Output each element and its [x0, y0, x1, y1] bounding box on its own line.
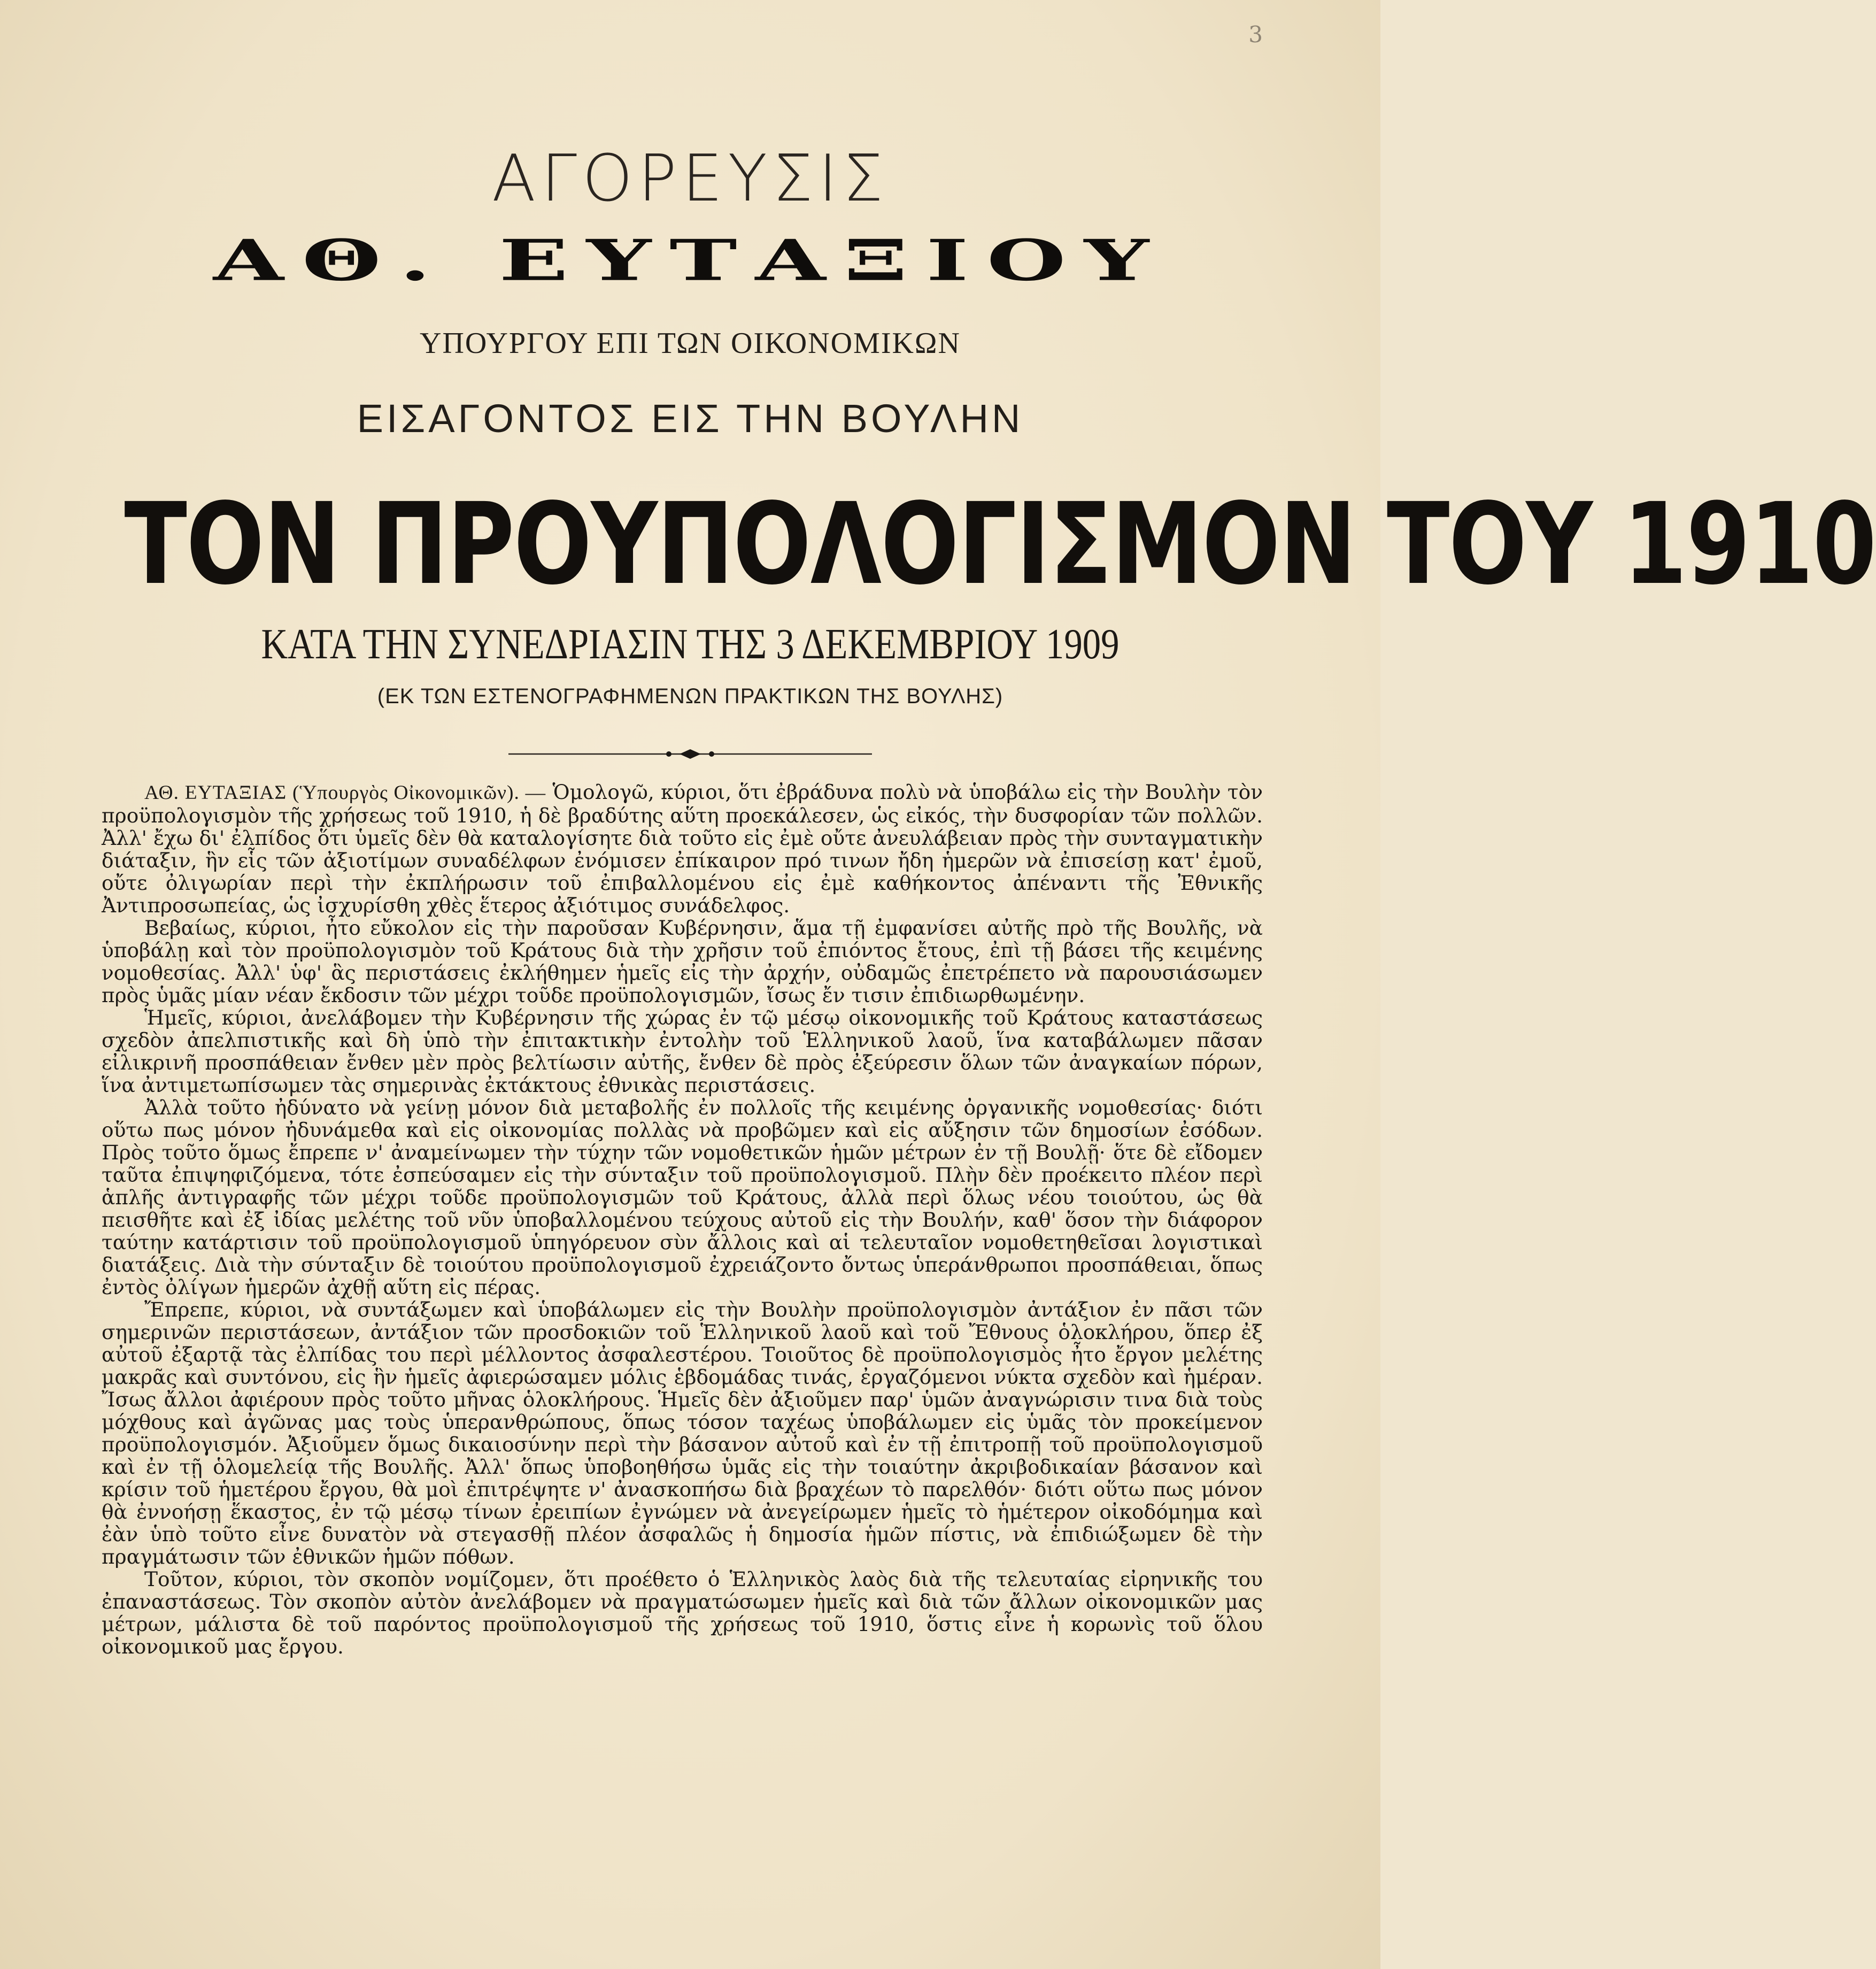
speech-paragraph: Ἔπρεπε, κύριοι, νὰ συντάξωμεν καὶ ὑποβάλωμεν εἰς τὴν Βουλὴν προϋπολογισμὸν ἀντάξιον ἐν πᾶσι τῶν σημερινῶν περιστάσεων, ἀντάξιον τῶν προσδοκιῶν τοῦ Ἑλληνικοῦ λαοῦ καὶ τοῦ Ἔθνους ὁλοκλήρου, ὅπερ ἐξ αὐτοῦ ἐξαρτᾷ τὰς ἐλπίδας του περὶ μέλλοντος ἀσφαλεστέρου. Τοιοῦτος δὲ προϋπολογισμὸς ἦτο ἔργον μελέτης μακρᾶς καὶ συντόνου, εἰς ἣν ἡμεῖς ἀφιερώσαμεν μόλις ἑβδομάδας τινάς, ἐργαζόμενοι νύκτα σχεδὸν καὶ ἡμέραν. Ἴσως ἄλλοι ἀφιέρουν πρὸς τοῦτο μῆνας ὁλοκλήρους. Ἡμεῖς δὲν ἀξιοῦμεν παρ' ὑμῶν ἀναγνώρισιν τινα διὰ τοὺς μόχθους καὶ ἀγῶνας μας τοὺς ὑπερανθρώπους, ὅπως τόσον ταχέως ὑποβάλωμεν εἰς ὑμᾶς τὸν προκείμενον προϋπολογισμόν. Ἀξιοῦμεν ὅμως δικαιοσύνην περὶ τὴν βάσανον αὐτοῦ καὶ ἐν τῇ ἐπιτροπῇ τοῦ προϋπολογισμοῦ καὶ ἐν τῇ ὁλομελείᾳ τῆς Βουλῆς. Ἀλλ' ὅπως ὑποβοηθήσω ὑμᾶς εἰς τὴν τοιαύτην ἀκριβοδικαίαν βάσανον καὶ κρίσιν τοῦ ἡμετέρου ἔργου, θὰ μοὶ ἐπιτρέψητε ν' ἀνασκοπήσω διὰ βραχέων τὸ παρελθόν· διότι οὕτω πως μόνον θὰ ἐννοήσῃ ἕκαστος, ἐν τῷ μέσῳ τίνων ἐρειπίων ἐγνώμεν νὰ ἀνεγείρωμεν ἡμεῖς τὸ ἡμέτερον οἰκοδόμημα καὶ ἐὰν ὑπὸ τοῦτο εἶνε δυνατὸν νὰ στεγασθῇ πλέον ἀσφαλῶς ἡ δημοσία ἡμῶν πίστις, νὰ ἐπιδιώξωμεν δὲ τὴν πραγμάτωσιν τῶν ἐθνικῶν ἡμῶν πόθων.	[102, 1298, 1263, 1568]
session-date-heading: ΚΑΤΑ ΤΗΝ ΣΥΝΕΔΡΙΑΣΙΝ ΤΗΣ 3 ΔΕΚΕΜΒΡΙΟΥ 1909	[261, 621, 1120, 668]
speech-paragraph: Τοῦτον, κύριοι, τὸν σκοπὸν νομίζομεν, ὅτι προέθετο ὁ Ἑλληνικὸς λαὸς διὰ τῆς τελευταίας εἰρηνικῆς του ἐπαναστάσεως. Τὸν σκοπὸν αὐτὸν ἀνελάβομεν νὰ πραγματώσωμεν ἡμεῖς καὶ διὰ τῶν ἄλλων οἰκονομικῶν μας μέτρων, μάλιστα δὲ τοῦ παρόντος προϋπολογισμοῦ τῆς χρήσεως τοῦ 1910, ὅστις εἶνε ἡ κορωνὶς τοῦ ὅλου οἰκονομικοῦ μας ἔργου.	[102, 1567, 1263, 1658]
budget-heading: ΤΟΝ ΠΡΟΥΠΟΛΟΓΙΣΜΟΝ ΤΟΥ 1910	[124, 479, 1876, 610]
speech-paragraph: Ἀλλὰ τοῦτο ἠδύνατο νὰ γείνῃ μόνον διὰ μεταβολῆς ἐν πολλοῖς τῆς κειμένης ὀργανικῆς νομοθεσίας· διότι οὕτω πως μόνον ἠδυνάμεθα καὶ εἰς οἰκονομίας πολλὰς νὰ προβῶμεν καὶ εἰς αὔξησιν τῶν δημοσίων ἐσόδων. Πρὸς τοῦτο ὅμως ἔπρεπε ν' ἀναμείνωμεν τὴν τύχην τῶν νομοθετικῶν ἡμῶν μέτρων ἐν τῇ Βουλῇ· ὅτε δὲ εἴδομεν ταῦτα ἐπιψηφιζόμενα, τότε ἐσπεύσαμεν εἰς τὴν σύνταξιν τοῦ προϋπολογισμοῦ. Πλὴν δὲν προέκειτο πλέον περὶ ἁπλῆς ἀντιγραφῆς τῶν μέχρι τοῦδε προϋπολογισμῶν τοῦ Κράτους, ἀλλὰ περὶ ὅλως νέου τοιούτου, ὡς θὰ πεισθῆτε καὶ ἐξ ἰδίας μελέτης τοῦ νῦν ὑποβαλλομένου τεύχους αὐτοῦ εἰς τὴν Βουλήν, καθ' ὅσον τὴν διάφορον ταύτην κατάρτισιν τοῦ προϋπολογισμοῦ ὑπηγόρευον σὺν ἄλλοις καὶ αἱ τελευταῖον νομοθετηθεῖσαι λογιστικαὶ διατάξεις. Διὰ τὴν σύνταξιν δὲ τοιούτου προϋπολογισμοῦ ἐχρειάζοντο ὄντως ὑπεράνθρωποι προσπάθειαι, ὅπως ἐντὸς ὀλίγων ἡμερῶν ἀχθῇ αὕτη εἰς πέρας.	[102, 1096, 1263, 1299]
page-number: 3	[1248, 21, 1263, 48]
speech-body	[102, 781, 1263, 1658]
speaker-label: ΑΘ. ΕΥΤΑΞΙΑΣ (Ὑπουργὸς Οἰκονομικῶν). —	[144, 782, 546, 804]
ornament-divider-icon	[503, 746, 877, 762]
source-note: (ΕΚ ΤΩΝ ΕΣΤΕΝΟΓΡΑΦΗΜΕΝΩΝ ΠΡΑΚΤΙΚΩΝ ΤΗΣ ΒΟΥΛΗΣ)	[377, 684, 1003, 708]
speech-paragraph: Ἡμεῖς, κύριοι, ἀνελάβομεν τὴν Κυβέρνησιν τῆς χώρας ἐν τῷ μέσῳ οἰκονομικῆς τοῦ Κράτους καταστάσεως σχεδὸν ἀπελπιστικῆς καὶ δὴ ὑπὸ τὴν ἐπιτακτικὴν ἐντολὴν τοῦ Ἑλληνικοῦ λαοῦ, ἵνα καταβάλωμεν πᾶσαν εἰλικρινῆ προσπάθειαν ἔνθεν μὲν πρὸς βελτίωσιν αὐτῆς, ἔνθεν δὲ πρὸς ἐξεύρεσιν ὅλων τῶν ἀναγκαίων πόρων, ἵνα ἀντιμετωπίσωμεν τὰς σημερινὰς ἐκτάκτους ἐθνικὰς περιστάσεις.	[102, 1006, 1263, 1097]
document-title: ΑΓΟΡΕΥΣΙΣ	[492, 142, 889, 216]
speech-paragraph: Βεβαίως, κύριοι, ἦτο εὔκολον εἰς τὴν παροῦσαν Κυβέρνησιν, ἅμα τῇ ἐμφανίσει αὐτῆς πρὸ τῆς Βουλῆς, νὰ ὑποβάλῃ καὶ τὸν προϋπολογισμὸν τοῦ Κράτους διὰ τὴν χρῆσιν τοῦ ἐπιόντος ἔτους, ἐπὶ τῇ βάσει τῆς κειμένης νομοθεσίας. Ἀλλ' ὑφ' ἃς περιστάσεις ἐκλήθημεν ἡμεῖς εἰς τὴν ἀρχήν, οὐδαμῶς ἐπετρέπετο νὰ παρουσιάσωμεν πρὸς ὑμᾶς μίαν νέαν ἔκδοσιν τῶν μέχρι τοῦδε προϋπολογισμῶν, ἴσως ἔν τισιν ἐπιδιωρθωμένην.	[102, 916, 1263, 1007]
speaker-name-heading: ΑΘ. ΕΥΤΑΞΙΟΥ	[213, 227, 1168, 294]
paragraph-text: Ὁμολογῶ, κύριοι, ὅτι ἐβράδυνα πολὺ νὰ ὑποβάλω εἰς τὴν Βουλὴν τὸν προϋπολογισμὸν τῆς χρήσεως τοῦ 1910, ἡ δὲ βραδύτης αὕτη προεκάλεσεν, ὡς εἰκός, τὴν δυσφορίαν τῶν πολλῶν. Ἀλλ' ἔχω δι' ἐλπίδος ὅτι ὑμεῖς δὲν θὰ καταλογίσητε διὰ τοῦτο εἰς ἐμὲ οὔτε ἀνευλάβειαν πρὸς τὴν συνταγματικὴν διάταξιν, ἣν εἷς τῶν ἀξιοτίμων συναδέλφων ἐνόμισεν ἐπίκαιρον πρό τινων ἤδη ἡμερῶν νὰ ἐπισείσῃ κατ' ἐμοῦ, οὔτε ὀλιγωρίαν περὶ τὴν ἐκπλήρωσιν τοῦ ἐπιβαλλομένου εἰς ἐμὲ καθήκοντος ἀπέναντι τῆς Ἐθνικῆς Ἀντιπροσωπείας, ὡς ἰσχυρίσθη χθὲς ἕτερος ἀξιότιμος συνάδελφος.	[102, 780, 1263, 917]
introducing-subtitle: ΕΙΣΑΓΟΝΤΟΣ ΕΙΣ ΤΗΝ ΒΟΥΛΗΝ	[357, 396, 1024, 441]
ministry-subtitle: ΥΠΟΥΡΓΟΥ ΕΠΙ ΤΩΝ ΟΙΚΟΝΟΜΙΚΩΝ	[420, 327, 961, 360]
speech-paragraph	[102, 781, 1263, 917]
